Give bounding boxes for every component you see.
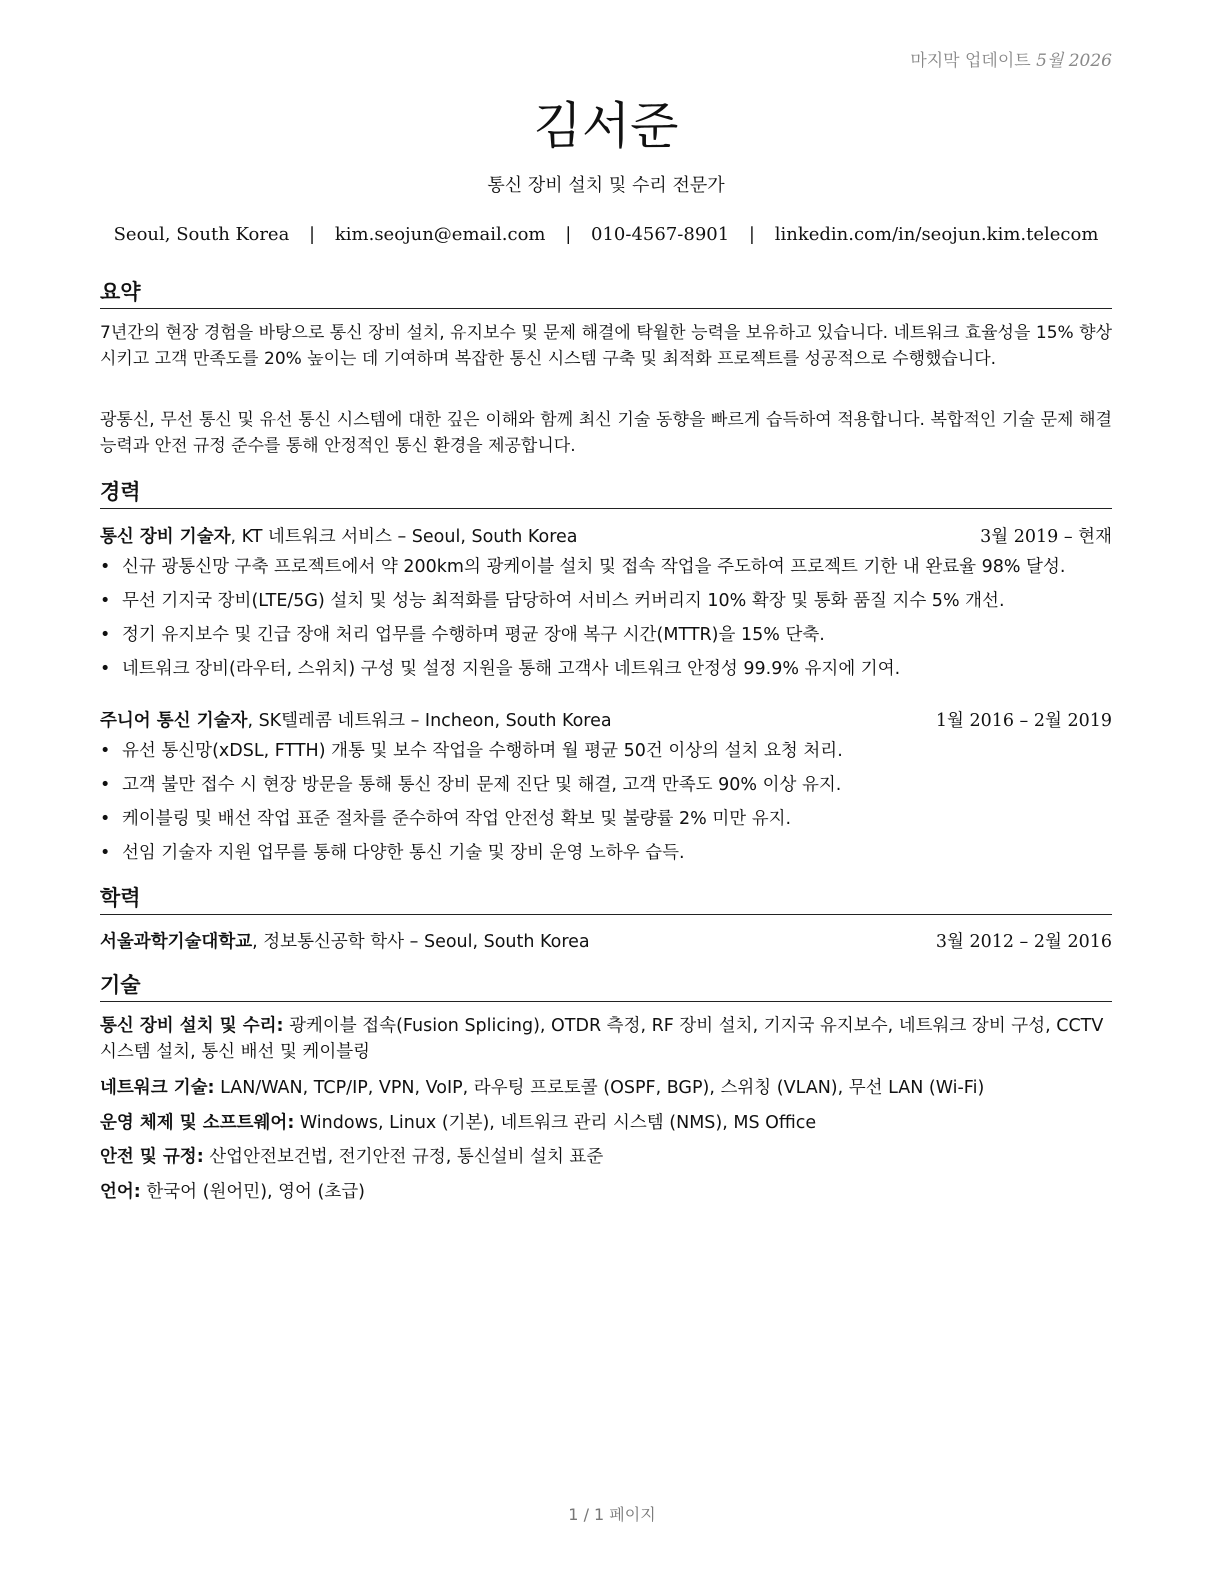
job-company: , KT 네트워크 서비스 – Seoul, South Korea <box>230 527 578 547</box>
skill-label: 언어: <box>100 1182 141 1202</box>
bullet-icon: • <box>100 843 111 863</box>
bullet-icon: • <box>100 809 111 829</box>
skill-line <box>100 1075 1120 1101</box>
list-item <box>100 655 1120 680</box>
skill-label: 운영 체제 및 소프트웨어: <box>100 1113 295 1133</box>
skill-line <box>100 1144 1120 1170</box>
section-heading-skills: 기술 <box>100 969 1112 1002</box>
job-header <box>100 523 1112 548</box>
last-updated <box>910 46 1112 71</box>
list-item <box>100 621 1120 646</box>
list-item <box>100 771 1120 796</box>
job-bullet-text: 케이블링 및 배선 작업 표준 절차를 준수하여 작업 안전성 확보 및 불량률 2% 미만 유지. <box>122 809 792 829</box>
bullet-icon: • <box>100 557 111 577</box>
job-bullet-text: 신규 광통신망 구축 프로젝트에서 약 200km의 광케이블 설치 및 접속 작업을 주도하여 프로젝트 기한 내 완료율 98% 달성. <box>122 557 1066 577</box>
job-bullet-text: 유선 통신망(xDSL, FTTH) 개통 및 보수 작업을 수행하며 월 평균 50건 이상의 설치 요청 처리. <box>122 741 843 761</box>
section-heading-education: 학력 <box>100 882 1112 915</box>
list-item <box>100 587 1120 612</box>
bullet-icon: • <box>100 659 111 679</box>
contact-line <box>100 224 1112 245</box>
skill-line <box>100 1013 1120 1065</box>
last-updated-month: 5월 <box>1036 51 1064 71</box>
list-item <box>100 805 1120 830</box>
skill-line <box>100 1179 1120 1205</box>
bullet-icon: • <box>100 741 111 761</box>
job-title: 통신 장비 기술자 <box>100 527 231 547</box>
section-heading-experience: 경력 <box>100 476 1112 509</box>
contact-separator: | <box>309 224 316 245</box>
education-dates: 3월 2012 – 2월 2016 <box>935 932 1112 952</box>
job-bullet-text: 고객 불만 접수 시 현장 방문을 통해 통신 장비 문제 진단 및 해결, 고객 만족도 90% 이상 유지. <box>122 775 842 795</box>
job-company: , SK텔레콤 네트워크 – Incheon, South Korea <box>247 711 612 731</box>
contact-linkedin[interactable]: linkedin.com/in/seojun.kim.telecom <box>774 224 1099 245</box>
candidate-title: 통신 장비 설치 및 수리 전문가 <box>487 175 725 196</box>
bullet-icon: • <box>100 591 111 611</box>
education-row <box>100 928 1112 953</box>
skill-value: Windows, Linux (기본), 네트워크 관리 시스템 (NMS), MS Office <box>294 1113 817 1133</box>
job-header <box>100 707 1112 732</box>
job-bullet-text: 무선 기지국 장비(LTE/5G) 설치 및 성능 최적화를 담당하여 서비스 커버리지 10% 확장 및 통화 품질 지수 5% 개선. <box>122 591 1005 611</box>
contact-separator: | <box>748 224 755 245</box>
bullet-icon: • <box>100 775 111 795</box>
skill-value: 광케이블 접속(Fusion Splicing), OTDR 측정, RF 장비 설치, 기지국 유지보수, 네트워크 장비 구성, CCTV 시스템 설치, 통신 배선 및 케이블링 <box>100 1016 1104 1062</box>
job-dates: 3월 2019 – 현재 <box>980 527 1112 547</box>
page-number: 1 / 1 페이지 <box>568 1505 656 1524</box>
skill-label: 안전 및 규정: <box>100 1147 204 1167</box>
section-heading-summary: 요약 <box>100 276 1112 309</box>
job-title: 주니어 통신 기술자 <box>100 711 248 731</box>
last-updated-year: 2026 <box>1068 51 1112 71</box>
list-item <box>100 553 1120 578</box>
last-updated-label: 마지막 업데이트 <box>910 51 1031 71</box>
skill-value: 산업안전보건법, 전기안전 규정, 통신설비 설치 표준 <box>203 1147 604 1167</box>
summary-paragraph: 광통신, 무선 통신 및 유선 통신 시스템에 대한 깊은 이해와 함께 최신 기술 동향을 빠르게 습득하여 적용합니다. 복합적인 기술 문제 해결 능력과 안전 규정 준수를 통해 안정적인 통신 환경을 제공합니다. <box>100 410 1112 456</box>
summary-paragraph: 7년간의 현장 경험을 바탕으로 통신 장비 설치, 유지보수 및 문제 해결에 탁월한 능력을 보유하고 있습니다. 네트워크 효율성을 15% 향상시키고 고객 만족도를 20% 높이는 데 기여하며 복잡한 통신 시스템 구축 및 최적화 프로젝트를 성공적으로 수행했습니다. <box>100 323 1112 369</box>
skill-label: 통신 장비 설치 및 수리: <box>100 1016 284 1036</box>
skill-value: LAN/WAN, TCP/IP, VPN, VoIP, 라우팅 프로토콜 (OSPF, BGP), 스위칭 (VLAN), 무선 LAN (Wi-Fi) <box>214 1078 985 1098</box>
skill-label: 네트워크 기술: <box>100 1078 215 1098</box>
school-name: 서울과학기술대학교 <box>100 932 253 952</box>
list-item <box>100 737 1120 762</box>
job-bullet-text: 선임 기술자 지원 업무를 통해 다양한 통신 기술 및 장비 운영 노하우 습득. <box>122 843 685 863</box>
list-item <box>100 839 1120 864</box>
job-dates: 1월 2016 – 2월 2019 <box>935 711 1112 731</box>
skill-value: 한국어 (원어민), 영어 (초급) <box>140 1182 365 1202</box>
degree: , 정보통신공학 학사 – Seoul, South Korea <box>252 932 590 952</box>
resume-page <box>100 0 1112 1584</box>
bullet-icon: • <box>100 625 111 645</box>
contact-phone: 010-4567-8901 <box>591 224 730 245</box>
job-bullet-text: 네트워크 장비(라우터, 스위치) 구성 및 설정 지원을 통해 고객사 네트워크 안정성 99.9% 유지에 기여. <box>122 659 901 679</box>
job-bullet-text: 정기 유지보수 및 긴급 장애 처리 업무를 수행하며 평균 장애 복구 시간(MTTR)을 15% 단축. <box>122 625 825 645</box>
contact-location: Seoul, South Korea <box>113 224 290 245</box>
candidate-name: 김서준 <box>533 97 679 155</box>
contact-email[interactable]: kim.seojun@email.com <box>334 224 546 245</box>
contact-separator: | <box>565 224 572 245</box>
skill-line <box>100 1110 1120 1136</box>
